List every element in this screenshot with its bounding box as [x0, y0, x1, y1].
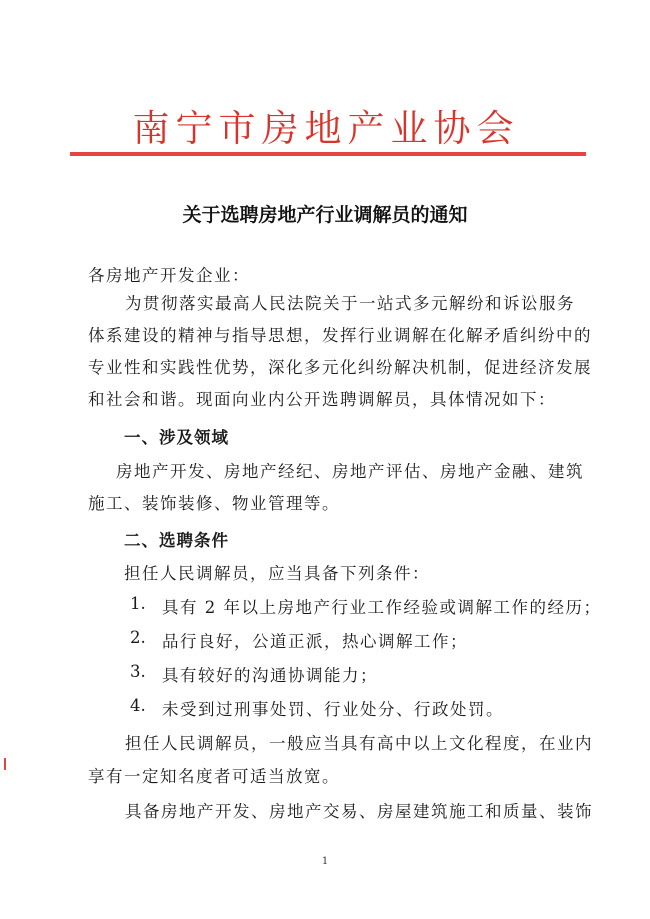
condition-text: 未受到过刑事处罚、行业处分、行政处罚。: [162, 700, 504, 719]
condition-text: 具有 2 年以上房地产行业工作经验或调解工作的经历；: [162, 598, 602, 617]
intro-line: 为贯彻落实最高人民法院关于一站式多元解纷和诉讼服务: [125, 294, 575, 313]
section-body-line: 施工、装饰装修、物业管理等。: [88, 494, 340, 513]
page-number: 1: [321, 856, 329, 867]
section-heading: 二、选聘条件: [124, 531, 229, 550]
intro-line: 体系建设的精神与指导思想，发挥行业调解在化解矛盾纠纷中的: [88, 326, 592, 345]
body-line: 具备房地产开发、房地产交易、房屋建筑施工和质量、装饰: [125, 802, 593, 821]
section-heading: 一、涉及领域: [124, 428, 229, 447]
conditions-lead: 担任人民调解员，应当具备下列条件：: [124, 564, 430, 583]
condition-number: 1.: [130, 594, 146, 613]
document-title: 关于选聘房地产行业调解员的通知: [182, 204, 468, 226]
condition-number: 4.: [130, 696, 146, 715]
margin-red-mark: [4, 758, 6, 770]
letterhead-red-rule: [70, 152, 586, 156]
section-body-line: 房地产开发、房地产经纪、房地产评估、房地产金融、建筑: [116, 462, 584, 481]
salutation: 各房地产开发企业：: [88, 266, 250, 285]
condition-number: 3.: [130, 662, 146, 681]
condition-text: 具有较好的沟通协调能力；: [162, 666, 378, 685]
letterhead-title: 南宁市房地产业协会: [132, 107, 520, 150]
intro-line: 专业性和实践性优势，深化多元化纠纷解决机制，促进经济发展: [88, 358, 592, 377]
education-line: 享有一定知名度者可适当放宽。: [88, 767, 340, 786]
condition-text: 品行良好，公道正派，热心调解工作；: [162, 632, 468, 651]
condition-number: 2.: [130, 628, 146, 647]
education-line: 担任人民调解员，一般应当具有高中以上文化程度，在业内: [125, 734, 593, 753]
intro-line: 和社会和谐。现面向业内公开选聘调解员，具体情况如下：: [88, 390, 556, 409]
